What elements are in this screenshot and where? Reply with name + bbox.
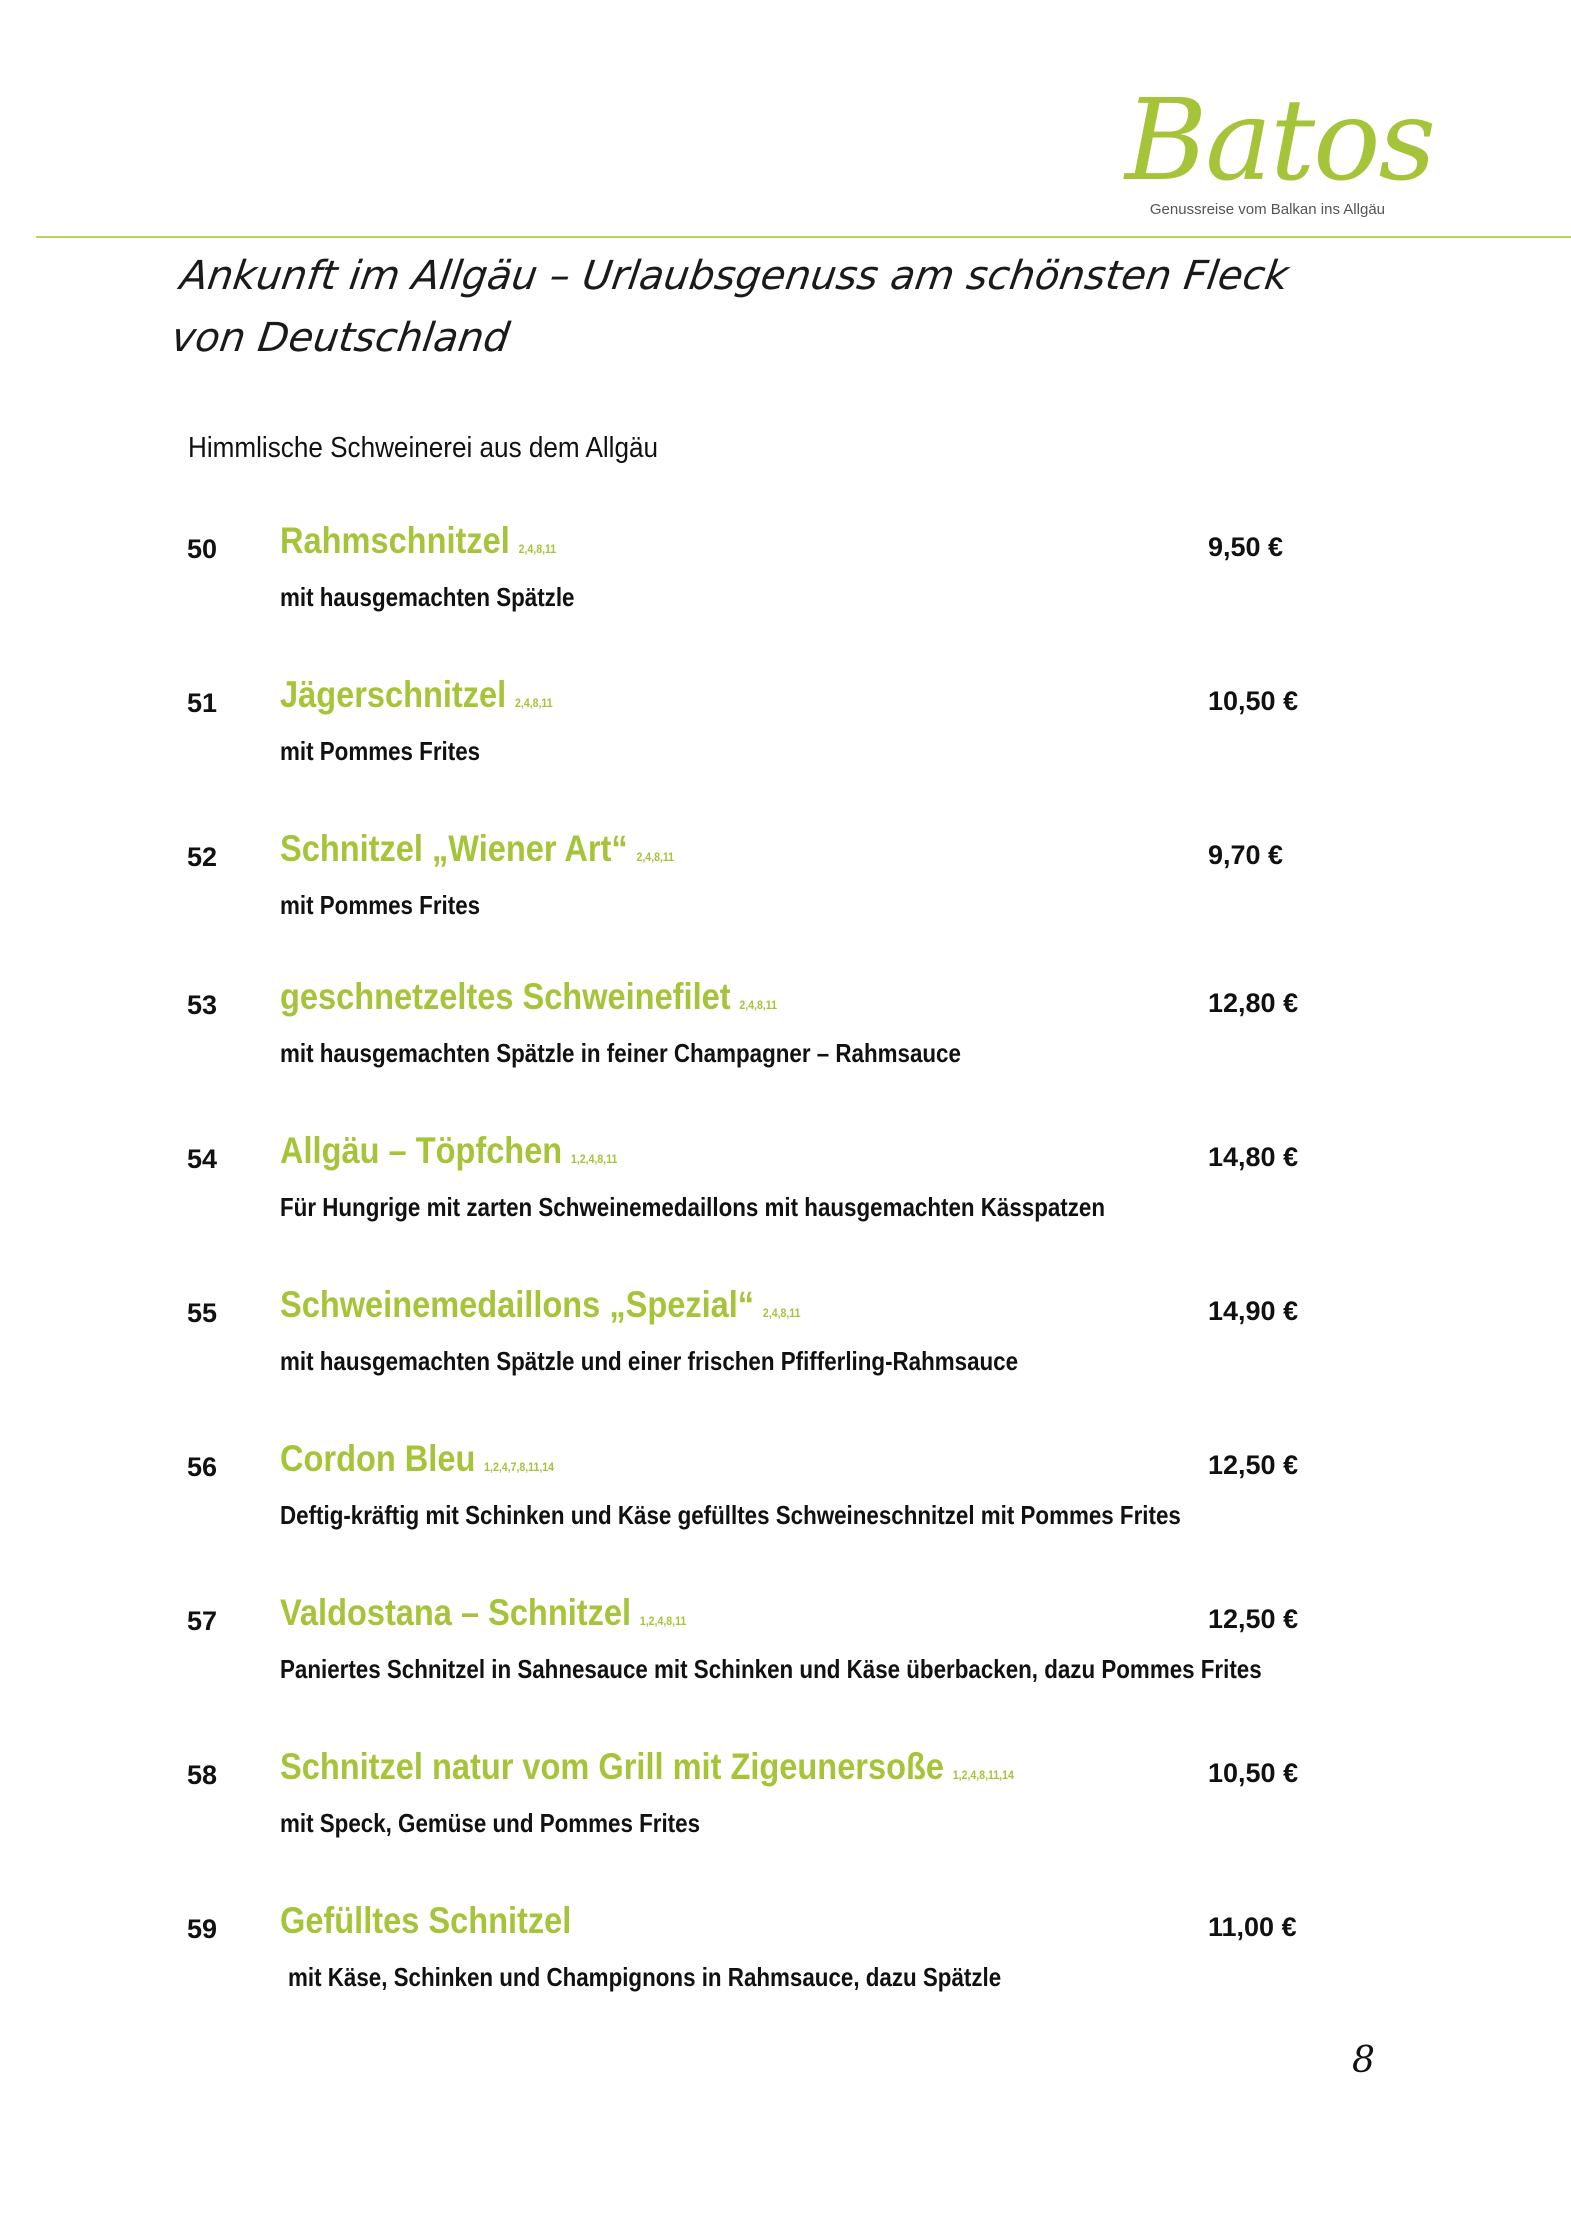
menu-item [0,1900,1571,2010]
item-description: mit Pommes Frites [280,890,481,920]
item-number: 57 [187,1606,218,1636]
item-description: Paniertes Schnitzel in Sahnesauce mit Schinken und Käse überbacken, dazu Pommes Frites [280,1654,1262,1684]
logo-tagline: Genussreise vom Balkan ins Allgäu [1149,201,1385,218]
item-number: 50 [187,534,218,564]
menu-item [0,1746,1571,1856]
menu-item [0,1130,1571,1240]
item-description: mit hausgemachten Spätzle [280,582,575,612]
item-name: Schnitzel natur vom Grill mit Zigeunersoße [280,1746,944,1787]
item-price: 9,50 € [1208,532,1284,562]
item-name: Gefülltes Schnitzel [280,1900,572,1941]
item-name: Valdostana – Schnitzel [280,1592,632,1633]
item-description: mit Pommes Frites [280,736,481,766]
item-allergens: 2,4,8,11 [636,850,675,864]
item-name: Rahmschnitzel [280,520,510,561]
item-name: geschnetzeltes Schweinefilet [280,976,731,1017]
item-allergens: 1,2,4,8,11 [639,1614,687,1628]
item-number: 52 [187,842,218,872]
item-description: mit Speck, Gemüse und Pommes Frites [280,1808,701,1838]
menu-item [0,520,1571,630]
item-name: Allgäu – Töpfchen [280,1130,563,1171]
item-allergens: 2,4,8,11 [739,998,777,1012]
section-title: Himmlische Schweinerei aus dem Allgäu [188,432,659,464]
item-allergens: 1,2,4,8,11 [571,1152,618,1166]
menu-item [0,1592,1571,1702]
item-number: 55 [187,1298,218,1328]
menu-item [0,828,1571,938]
item-number: 51 [187,688,218,718]
page-number: 8 [1352,2040,1375,2081]
item-name: Schnitzel „Wiener Art“ [280,828,628,869]
item-description: Für Hungrige mit zarten Schweinemedaillons mit hausgemachten Kässpatzen [280,1192,1106,1222]
item-price: 10,50 € [1208,686,1299,716]
batos-logo [1125,76,1434,218]
item-description: mit Käse, Schinken und Champignons in Rahmsauce, dazu Spätzle [288,1962,1002,1992]
item-allergens: 2,4,8,11 [518,542,557,556]
item-number: 59 [187,1914,218,1944]
item-number: 58 [187,1760,218,1790]
item-description: Deftig-kräftig mit Schinken und Käse gefülltes Schweineschnitzel mit Pommes Frites [280,1500,1181,1530]
page-heading: Ankunft im Allgäu – Urlaubsgenuss am schönsten Fleck von Deutschland [168,253,1292,361]
item-price: 12,50 € [1208,1604,1299,1634]
item-allergens: 1,2,4,7,8,11,14 [484,1460,555,1474]
item-price: 14,80 € [1208,1142,1299,1172]
item-price: 10,50 € [1208,1758,1299,1788]
menu-item [0,674,1571,784]
item-price: 11,00 € [1208,1912,1297,1942]
logo-wordmark: Batos [1125,76,1434,206]
item-price: 9,70 € [1208,840,1284,870]
menu-item [0,976,1571,1086]
item-description: mit hausgemachten Spätzle und einer frischen Pfifferling-Rahmsauce [280,1346,1019,1376]
item-price: 14,90 € [1208,1296,1299,1326]
item-name: Cordon Bleu [280,1438,476,1479]
item-description: mit hausgemachten Spätzle in feiner Champagner – Rahmsauce [280,1038,961,1068]
item-number: 53 [187,990,218,1020]
menu-item [0,1284,1571,1394]
item-number: 54 [187,1144,218,1174]
item-allergens: 2,4,8,11 [762,1306,801,1320]
item-allergens: 2,4,8,11 [515,696,553,710]
item-name: Jägerschnitzel [280,674,507,715]
item-price: 12,80 € [1208,988,1299,1018]
item-price: 12,50 € [1208,1450,1299,1480]
item-name: Schweinemedaillons „Spezial“ [280,1284,755,1325]
menu-item [0,1438,1571,1548]
header-divider [36,236,1571,238]
item-allergens: 1,2,4,8,11,14 [952,1768,1014,1782]
item-number: 56 [187,1452,218,1482]
